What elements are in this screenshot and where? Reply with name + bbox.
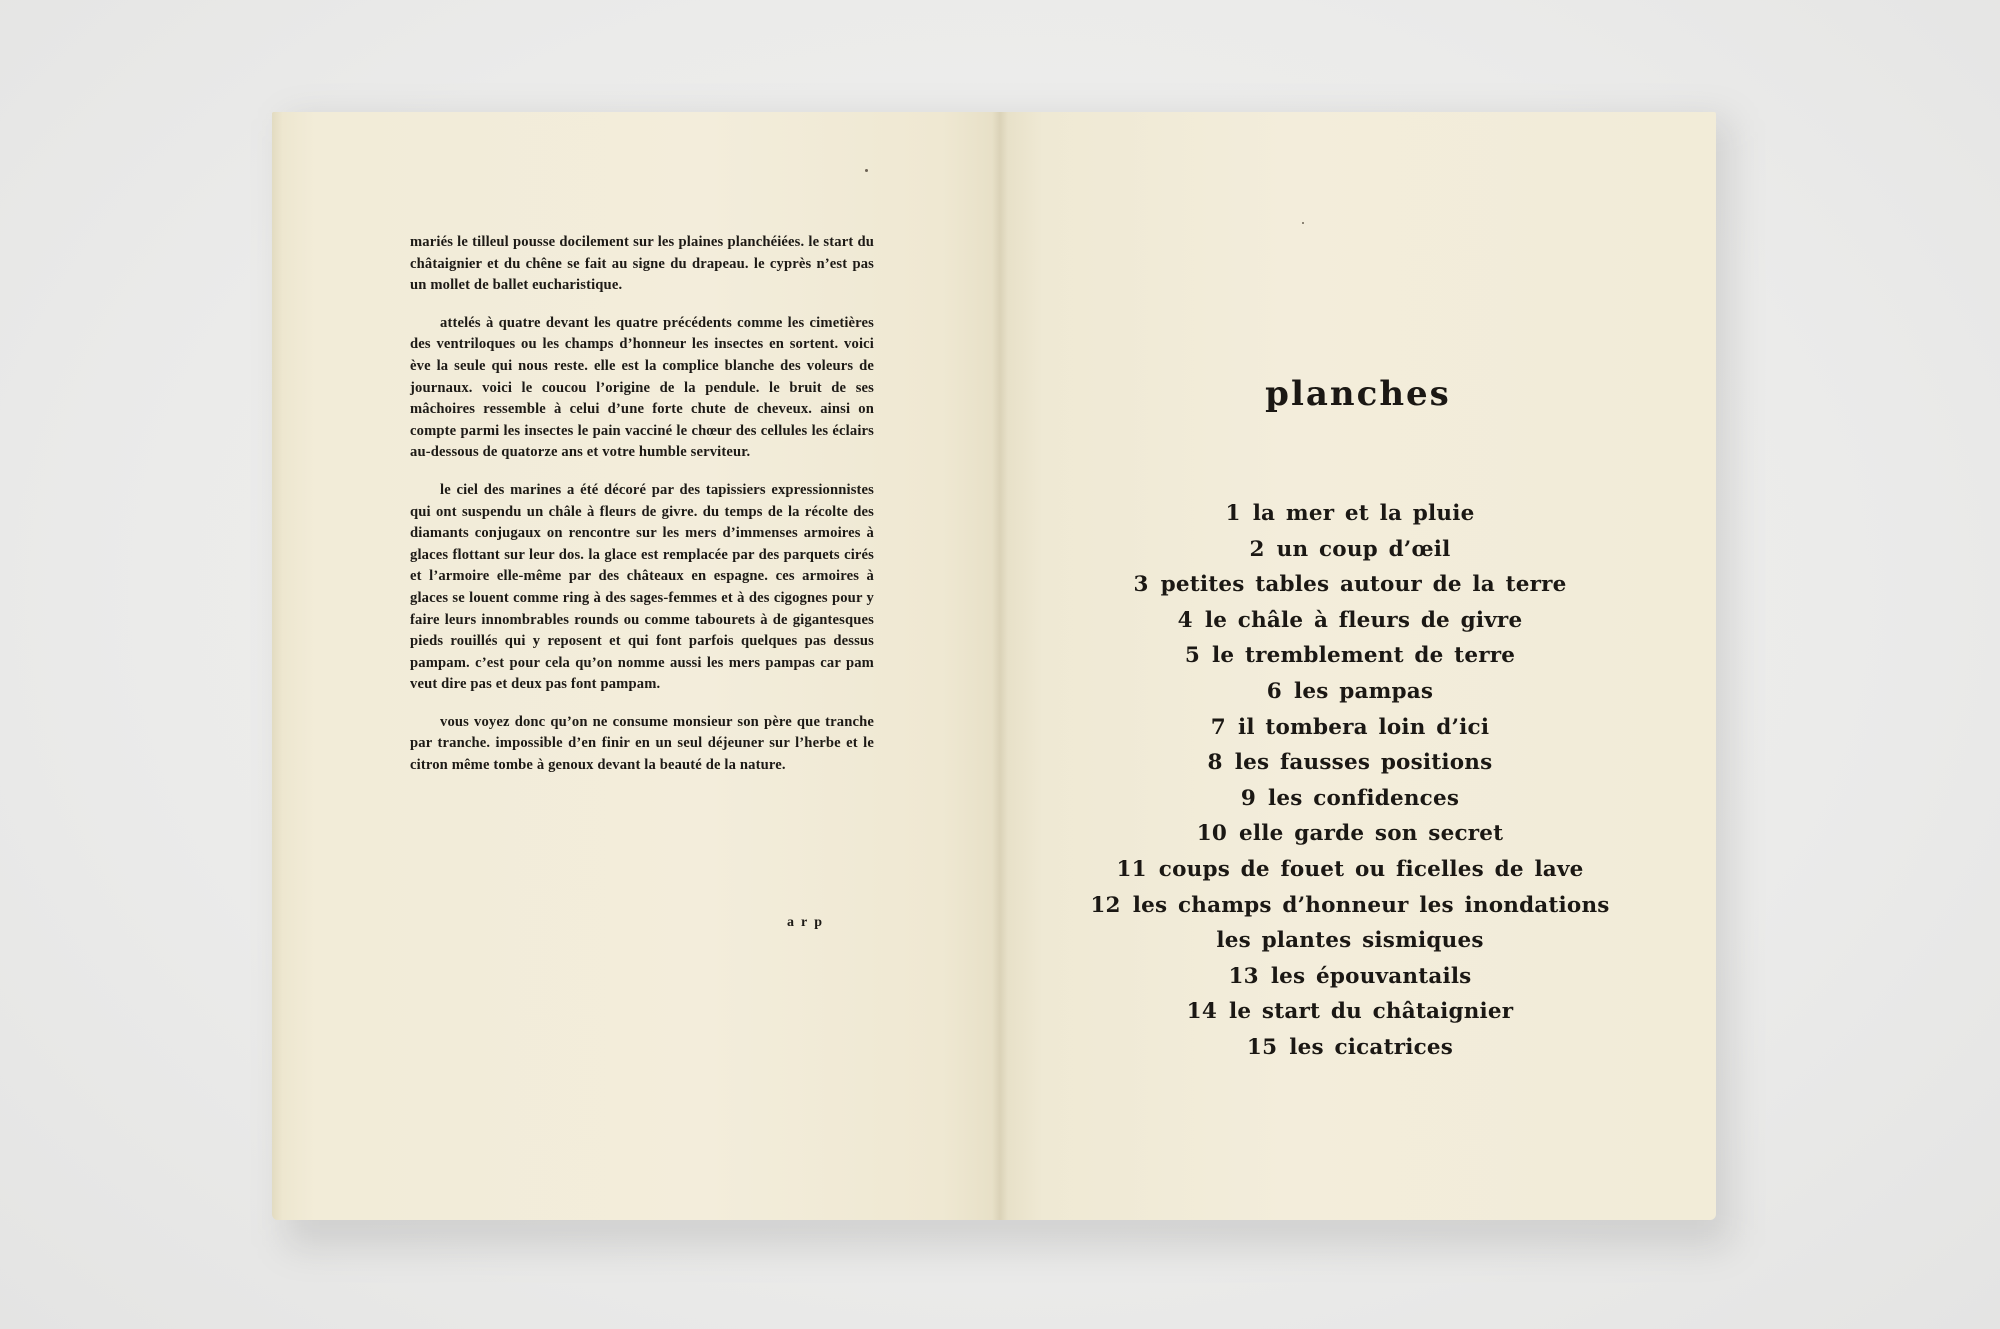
plate-entry	[1000, 923, 1700, 959]
plate-entry	[1000, 674, 1700, 710]
paper-speck	[1302, 222, 1304, 224]
plate-entry	[1000, 816, 1700, 852]
paper-speck	[865, 169, 868, 172]
plate-title: les plantes sismiques	[1216, 928, 1484, 954]
paragraph-4: vous voyez donc qu’on ne consume monsieur son père que tranche par tranche. impossible d’en finir en un seul déjeuner sur l’herbe et le citron même tombe à genoux devant la beauté de la nature.	[410, 713, 874, 774]
plate-entry	[1000, 567, 1700, 603]
plate-title: il tombera loin d’ici	[1237, 714, 1490, 740]
plate-entry	[1000, 603, 1700, 639]
signature: arp	[787, 915, 829, 930]
plate-number: 14	[1186, 999, 1217, 1025]
left-page-edge	[272, 112, 282, 1220]
plate-entry	[1000, 994, 1700, 1030]
plate-number: 11	[1116, 856, 1147, 882]
plate-entry	[1000, 888, 1700, 924]
book-gutter	[992, 112, 1008, 1220]
plate-title: elle garde son secret	[1239, 821, 1504, 847]
plate-title: le tremblement de terre	[1212, 643, 1516, 669]
prose-text	[410, 232, 874, 793]
right-page	[1000, 112, 1716, 1220]
plate-entry	[1000, 532, 1700, 568]
plates-title: planches	[1265, 374, 1451, 414]
plate-entry	[1000, 710, 1700, 746]
plates-list	[1000, 496, 1700, 1066]
plate-number: 1	[1225, 501, 1241, 526]
plate-title: les champs d’honneur les inondations	[1132, 892, 1610, 918]
plate-number: 13	[1228, 963, 1259, 989]
plate-title: les pampas	[1293, 678, 1434, 704]
plate-title: le châle à fleurs de givre	[1204, 607, 1523, 633]
plate-title: un coup d’œil	[1276, 536, 1451, 562]
plate-title: coups de fouet ou ficelles de lave	[1158, 856, 1584, 882]
plate-number: 15	[1246, 1034, 1278, 1060]
plate-number: 3	[1133, 572, 1149, 598]
plate-entry	[1000, 638, 1700, 674]
plate-title: la mer et la pluie	[1252, 501, 1475, 526]
plate-title: le start du châtaignier	[1229, 999, 1514, 1025]
plate-number: 4	[1177, 607, 1193, 633]
plate-title: les cicatrices	[1289, 1034, 1454, 1060]
plate-entry	[1000, 781, 1700, 817]
paragraph-1: mariés le tilleul pousse docilement sur les plaines planchéiées. le start du châtaignier et du chêne se fait au signe du drapeau. le cyprès n’est pas un mollet de ballet eucharistique.	[410, 234, 874, 294]
plate-entry	[1000, 745, 1700, 781]
plate-number: 6	[1266, 678, 1282, 704]
left-page	[272, 112, 1000, 1220]
plate-number: 10	[1196, 821, 1228, 847]
plate-number: 12	[1090, 892, 1121, 918]
plate-number: 9	[1240, 785, 1257, 811]
plate-title: les fausses positions	[1234, 750, 1493, 776]
paragraph-3: le ciel des marines a été décoré par des tapissiers expressionnistes qui ont suspendu un châle à fleurs de givre. du temps de la récolte des diamants conjugaux on rencontre sur les mers d’immenses armoires à glaces flottant sur leur dos. la glace est remplacée par des parquets cirés et l’armoire elle-même par des châteaux en espagne. ces armoires à glaces se louent comme ring à des sages-femmes et à des cigognes pour y faire leurs innombrables rounds ou comme tabourets à de gigantesques pieds rouillés qui y reposent et qui font parfois quelques pas dessus pampam. c’est pour cela qu’on nomme aussi les mers pampas car pam veut dire pas et deux pas font pampam.	[410, 481, 874, 693]
plate-title: les épouvantails	[1270, 963, 1472, 989]
plate-number: 7	[1210, 714, 1226, 740]
plate-entry	[1000, 959, 1700, 995]
plate-number: 2	[1249, 536, 1265, 562]
plate-entry	[1000, 1030, 1700, 1066]
plate-title: les confidences	[1268, 785, 1460, 811]
plate-entry	[1000, 496, 1700, 532]
plate-title: petites tables autour de la terre	[1160, 572, 1567, 598]
paragraph-2: attelés à quatre devant les quatre précédents comme les cimetières des ventriloques ou les champs d’honneur les insectes en sortent. voici ève la seule qui nous reste. elle est la complice blanche des voleurs de journaux. voici le coucou l’origine de la pendule. le bruit de ses mâchoires ressemble à celui d’une forte chute de cheveux. ainsi on compte parmi les insectes le pain vacciné le chœur des cellules les éclairs au-dessous de quatorze ans et votre humble serviteur.	[410, 314, 874, 461]
plate-entry	[1000, 852, 1700, 888]
plate-number: 8	[1207, 750, 1223, 776]
plate-number: 5	[1184, 643, 1201, 669]
